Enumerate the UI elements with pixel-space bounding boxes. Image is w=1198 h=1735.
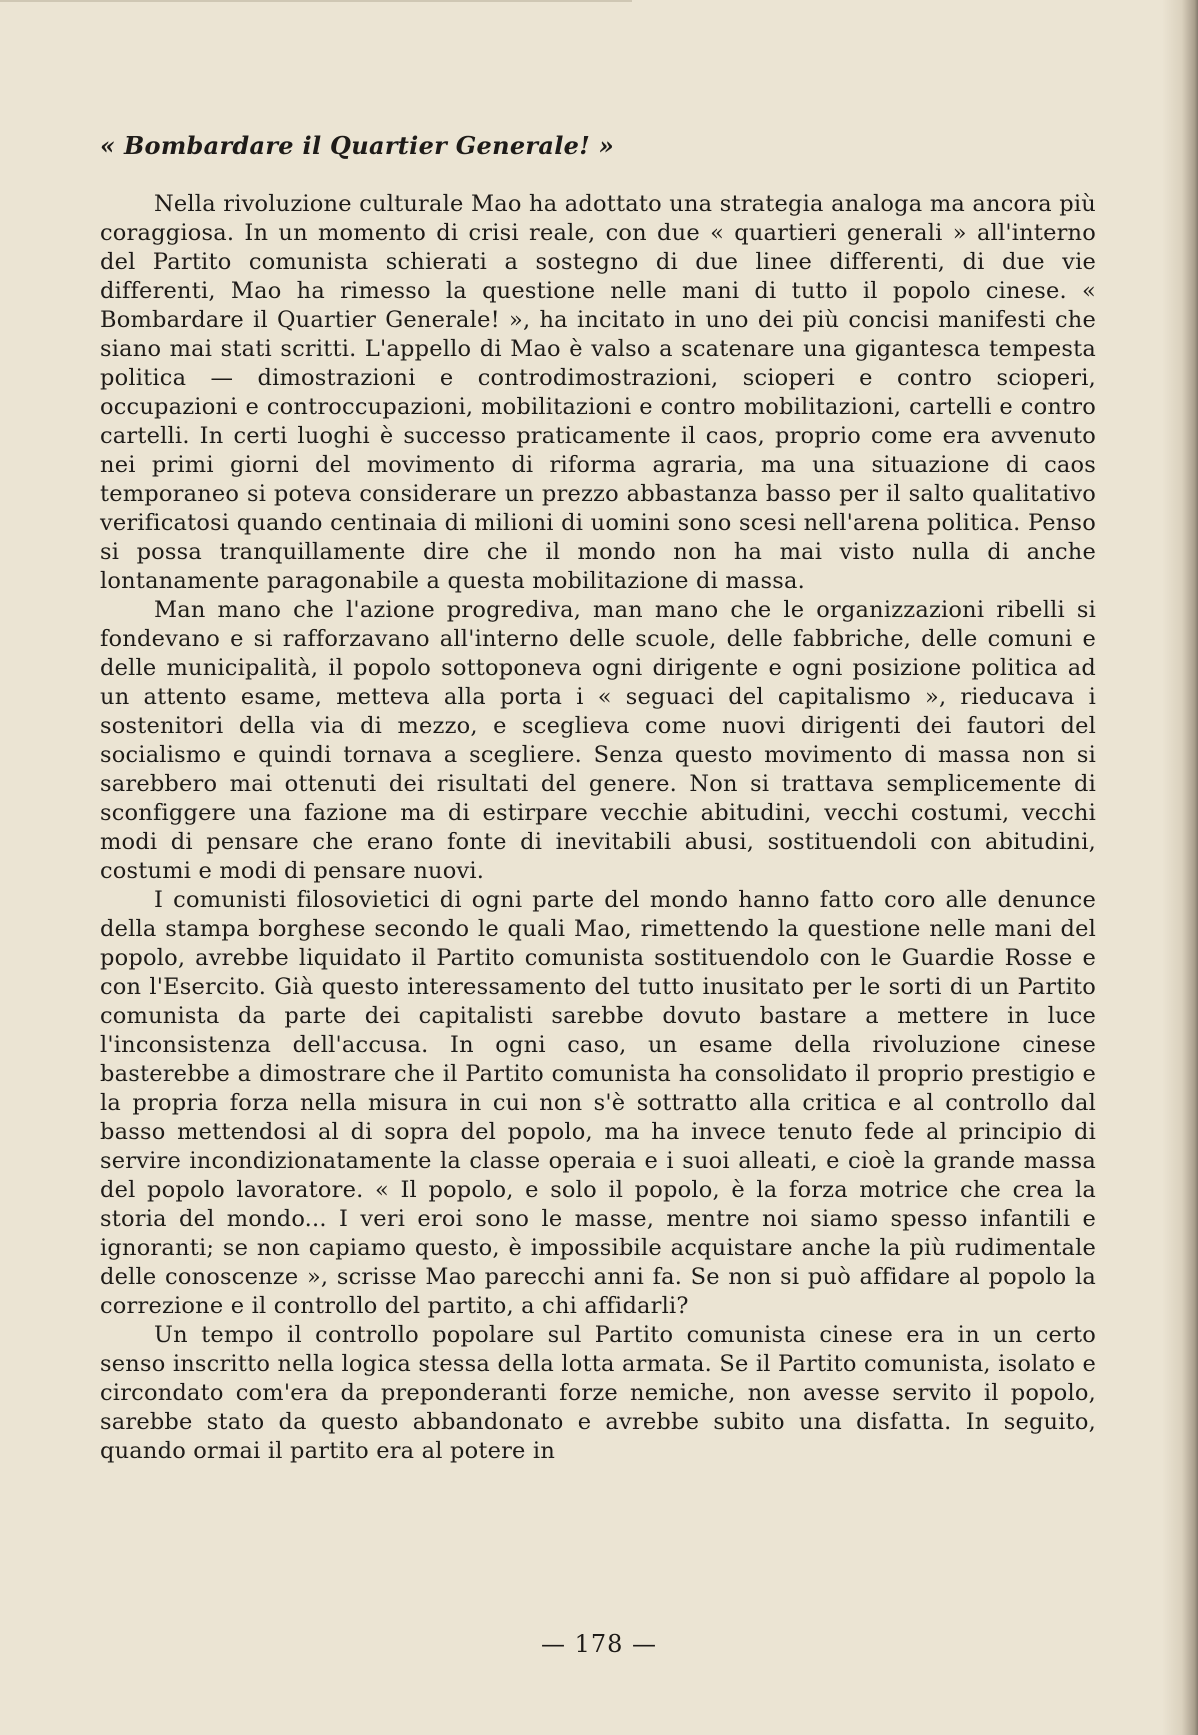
paragraph-2: Man mano che l'azione progrediva, man mano che le organizzazioni ribelli si fondevano e si rafforzavano all'interno delle scuole, delle fabbriche, delle comuni e delle municipalità, il popolo sottoponeva ogni dirigente e ogni posizione politica ad un attento esame, metteva alla porta i « seguaci del capitalismo », rieducava i sostenitori della via di mezzo, e sceglieva come nuovi dirigenti dei fautori del socialismo e quindi tornava a scegliere. Senza questo movimento di massa non si sarebbero mai ottenuti dei risultati del genere. Non si trattava semplicemente di sconfiggere una fazione ma di estirpare vecchie abitudini, vecchi costumi, vecchi modi di pensare che erano fonte di inevitabili abusi, sostituendoli con abitudini, costumi e modi di pensare nuovi. <box>100 597 1096 884</box>
paragraph-1: Nella rivoluzione culturale Mao ha adottato una strategia analoga ma ancora più coraggiosa. In un momento di crisi reale, con due « quartieri generali » all'interno del Partito comunista schierati a sostegno di due linee differenti, di due vie differenti, Mao ha rimesso la questione nelle mani di tutto il popolo cinese. « Bombardare il Quartier Generale! », ha incitato in uno dei più concisi manifesti che siano mai stati scritti. L'appello di Mao è valso a scatenare una gigantesca tempesta politica — dimostrazioni e controdimostrazioni, scioperi e contro scioperi, occupazioni e controccupazioni, mobilitazioni e contro mobilitazioni, cartelli e contro cartelli. In certi luoghi è successo praticamente il caos, proprio come era avvenuto nei primi giorni del movimento di riforma agraria, ma una situazione di caos temporaneo si poteva considerare un prezzo abbastanza basso per il salto qualitativo verificatosi quando centinaia di milioni di uomini sono scesi nell'arena politica. Penso si possa tranquillamente dire che il mondo non ha mai visto nulla di anche lontanamente paragonabile a questa mobilitazione di massa. <box>100 191 1096 594</box>
section-heading: « Bombardare il Quartier Generale! » <box>100 131 614 160</box>
paragraph-3: I comunisti filosovietici di ogni parte del mondo hanno fatto coro alle denunce della stampa borghese secondo le quali Mao, rimettendo la questione nelle mani del popolo, avrebbe liquidato il Partito comunista sostituendolo con le Guardie Rosse e con l'Esercito. Già questo interessamento del tutto inusitato per le sorti di un Partito comunista da parte dei capitalisti sarebbe dovuto bastare a mettere in luce l'inconsistenza dell'accusa. In ogni caso, un esame della rivoluzione cinese basterebbe a dimostrare che il Partito comunista ha consolidato il proprio prestigio e la propria forza nella misura in cui non s'è sottratto alla critica e al controllo dal basso mettendosi al di sopra del popolo, ma ha invece tenuto fede al principio di servire incondizionatamente la classe operaia e i suoi alleati, e cioè la grande massa del popolo lavoratore. « Il popolo, e solo il popolo, è la forza motrice che crea la storia del mondo... I veri eroi sono le masse, mentre noi siamo spesso infantili e ignoranti; se non capiamo questo, è impossibile acquistare anche la più rudimentale delle conoscenze », scrisse Mao parecchi anni fa. Se non si può affidare al popolo la correzione e il controllo del partito, a chi affidarli? <box>100 887 1096 1319</box>
page-edge-shadow <box>1162 0 1198 1735</box>
paragraph-4: Un tempo il controllo popolare sul Partito comunista cinese era in un certo senso inscritto nella logica stessa della lotta armata. Se il Partito comunista, isolato e circondato com'era da preponderanti forze nemiche, non avesse servito il popolo, sarebbe stato da questo abbandonato e avrebbe subito una disfatta. In seguito, quando ormai il partito era al potere in <box>100 1322 1096 1464</box>
page-number: — 178 — <box>540 1630 658 1658</box>
text-block <box>100 132 1096 1466</box>
top-edge-line <box>0 0 632 2</box>
